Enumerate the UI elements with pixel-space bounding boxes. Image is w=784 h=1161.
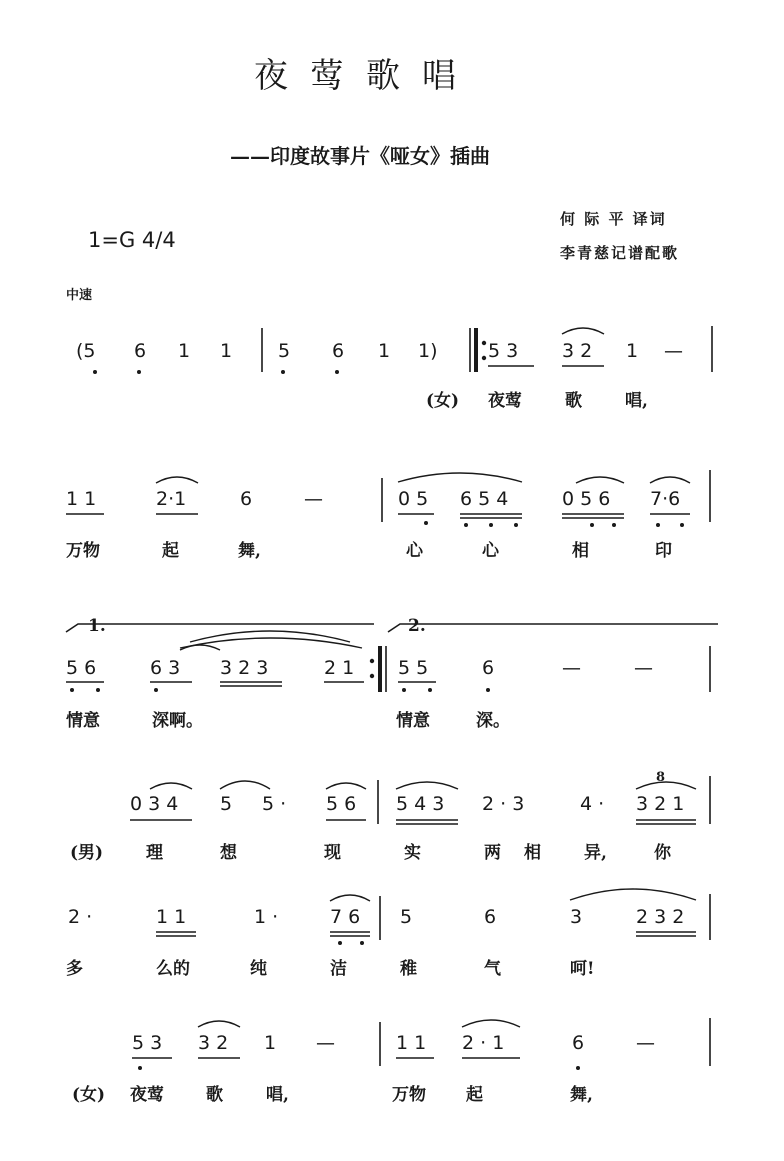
- low-dot: [656, 523, 660, 527]
- lyric: 想: [220, 843, 237, 863]
- slur: [180, 645, 220, 650]
- low-dot: [514, 523, 518, 527]
- note: 5 ·: [262, 793, 287, 815]
- slur: [190, 631, 350, 642]
- note: —: [304, 488, 323, 510]
- repeat-dot: [370, 674, 374, 678]
- volta-bracket-second: [388, 624, 718, 632]
- lyric: 理: [146, 843, 163, 863]
- lyric: 现: [324, 843, 341, 863]
- lyric: 多: [66, 959, 83, 979]
- note: 6: [572, 1032, 585, 1054]
- note: 5 3: [488, 340, 519, 362]
- note: 1): [418, 340, 438, 362]
- slur: [326, 783, 366, 789]
- note: 2 ·: [68, 906, 93, 928]
- lyric: 夜莺: [488, 391, 522, 411]
- note: 5 4 3: [396, 793, 445, 815]
- note: 1: [220, 340, 233, 362]
- low-dot: [70, 688, 74, 692]
- note: —: [664, 340, 683, 362]
- low-dot: [590, 523, 594, 527]
- note: 1: [378, 340, 391, 362]
- note: 5 5: [398, 657, 429, 679]
- low-dot: [576, 1066, 580, 1070]
- lyric: 深。: [476, 711, 510, 731]
- slur: [330, 895, 370, 901]
- low-dot: [96, 688, 100, 692]
- lyric: 起: [466, 1085, 483, 1105]
- note: 6: [482, 657, 495, 679]
- lyric: 心: [406, 541, 423, 561]
- tempo-marking: 中速: [66, 288, 93, 303]
- note: 5 6: [66, 657, 97, 679]
- lyrics-credit: 何 际 平 译词: [560, 210, 667, 228]
- note: 1 1: [66, 488, 97, 510]
- lyric: 唱,: [625, 391, 648, 411]
- low-dot: [402, 688, 406, 692]
- fermata-mark: 8: [656, 770, 666, 785]
- note: 3 2: [562, 340, 593, 362]
- note: 5 3: [132, 1032, 163, 1054]
- low-dot: [489, 523, 493, 527]
- repeat-dot: [482, 341, 486, 345]
- volta-second-label: 2.: [408, 616, 426, 636]
- note: 0 5: [398, 488, 429, 510]
- note: 6: [240, 488, 253, 510]
- lyric: 唱,: [266, 1085, 289, 1105]
- low-dot: [137, 370, 141, 374]
- lyric: 心: [482, 541, 499, 561]
- lyric: 么的: [156, 959, 190, 979]
- lyric: 气: [484, 959, 501, 979]
- lyric: 印: [655, 541, 672, 561]
- note: 4 ·: [580, 793, 605, 815]
- note: 0 5 6: [562, 488, 611, 510]
- note: 6: [332, 340, 345, 362]
- slur: [150, 783, 192, 789]
- note: 6: [484, 906, 497, 928]
- note: 2·1: [156, 488, 187, 510]
- slur: [576, 477, 624, 483]
- note: 6 3: [150, 657, 181, 679]
- lyric: 舞,: [570, 1085, 593, 1105]
- repeat-dot: [370, 659, 374, 663]
- lyric: 歌: [206, 1085, 223, 1105]
- note: 3 2 1: [636, 793, 685, 815]
- note: 0 3 4: [130, 793, 179, 815]
- lyric: 稚: [400, 959, 417, 979]
- note: 2 1: [324, 657, 355, 679]
- volta-first-label: 1.: [88, 616, 106, 636]
- note: —: [634, 657, 653, 679]
- low-dot: [360, 941, 364, 945]
- lyric: 洁: [330, 959, 347, 979]
- lyric: 舞,: [238, 541, 261, 561]
- note: 6: [134, 340, 147, 362]
- song-subtitle: ——印度故事片《哑女》插曲: [230, 144, 490, 168]
- note: 1 1: [156, 906, 187, 928]
- lyric: 两: [484, 843, 501, 863]
- note: 2 3 2: [636, 906, 685, 928]
- lyric: 相: [524, 843, 541, 863]
- slur: [650, 477, 690, 483]
- note: —: [562, 657, 581, 679]
- slur: [220, 781, 270, 789]
- note: 5: [400, 906, 413, 928]
- lyric: 纯: [250, 959, 267, 979]
- song-title: 夜莺歌唱: [254, 56, 478, 96]
- low-dot: [154, 688, 158, 692]
- note: 1: [178, 340, 191, 362]
- note: 2 · 1: [462, 1032, 505, 1054]
- slur: [180, 638, 362, 648]
- lyric: (男): [70, 843, 104, 863]
- low-dot: [424, 521, 428, 525]
- lyric: 实: [404, 843, 421, 863]
- key-label: 1=G: [88, 228, 136, 252]
- low-dot: [486, 688, 490, 692]
- lyric: 万物: [392, 1085, 426, 1105]
- note: 7·6: [650, 488, 681, 510]
- low-dot: [93, 370, 97, 374]
- note: 5 6: [326, 793, 357, 815]
- note: 1 1: [396, 1032, 427, 1054]
- low-dot: [138, 1066, 142, 1070]
- note: 6 5 4: [460, 488, 509, 510]
- note: —: [316, 1032, 335, 1054]
- lyric: 情意: [66, 711, 100, 731]
- low-dot: [464, 523, 468, 527]
- note: 7 6: [330, 906, 361, 928]
- slur: [562, 328, 604, 334]
- low-dot: [428, 688, 432, 692]
- lyric: 深啊。: [152, 711, 203, 731]
- note: (5: [76, 340, 96, 362]
- slur: [462, 1020, 520, 1027]
- volta-bracket-first: [66, 624, 374, 632]
- note: 5: [278, 340, 291, 362]
- note: 2 · 3: [482, 793, 525, 815]
- slur: [156, 477, 198, 483]
- repeat-dot: [482, 356, 486, 360]
- note: 1: [626, 340, 639, 362]
- slur: [570, 889, 696, 900]
- slur: [198, 1021, 240, 1027]
- lyric: 歌: [565, 391, 582, 411]
- lyric: 万物: [66, 541, 100, 561]
- note: 1 ·: [254, 906, 279, 928]
- lyric: (女): [72, 1085, 106, 1105]
- low-dot: [335, 370, 339, 374]
- time-signature: 4/4: [141, 228, 176, 252]
- note: 3 2 3: [220, 657, 269, 679]
- slur: [398, 473, 522, 482]
- lyric: 相: [572, 541, 589, 561]
- slur: [396, 782, 458, 789]
- note: 1: [264, 1032, 277, 1054]
- notation-credit: 李青慈记谱配歌: [560, 244, 680, 262]
- lyric: 呵!: [570, 959, 595, 979]
- note: 3 2: [198, 1032, 229, 1054]
- lyric: 夜莺: [130, 1085, 164, 1105]
- low-dot: [612, 523, 616, 527]
- lyric: (女): [426, 391, 460, 411]
- low-dot: [281, 370, 285, 374]
- slur: [636, 782, 696, 789]
- note: —: [636, 1032, 655, 1054]
- lyric: 情意: [396, 711, 430, 731]
- lyric: 起: [162, 541, 179, 561]
- low-dot: [338, 941, 342, 945]
- low-dot: [680, 523, 684, 527]
- lyric: 异,: [584, 843, 607, 863]
- lyric: 你: [654, 843, 671, 863]
- note: 3: [570, 906, 583, 928]
- note: 5: [220, 793, 233, 815]
